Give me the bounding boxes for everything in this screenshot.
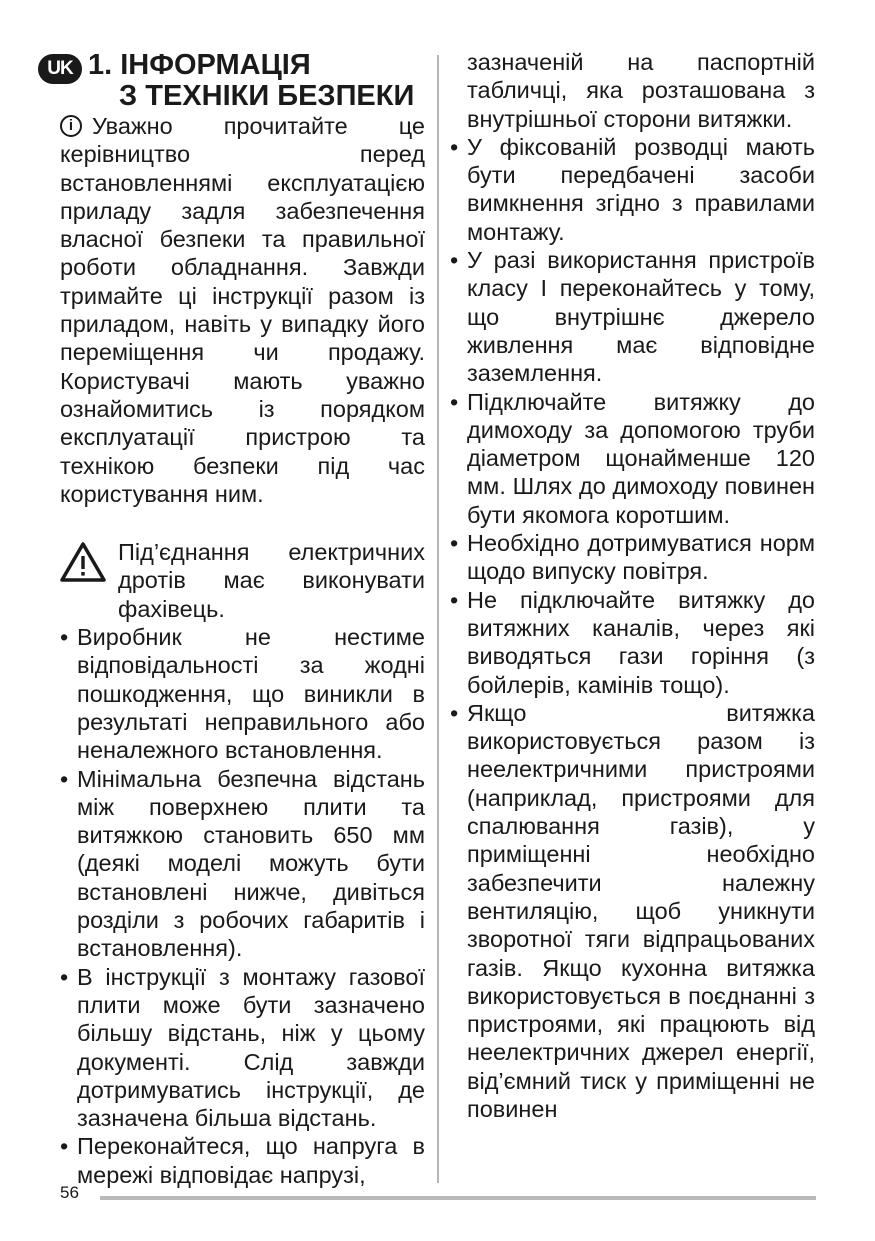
list-item xyxy=(450,388,815,529)
list-item-text: • У фіксованій розводці мають бути передбачені засоби вимкнення згідно з правилами монтажу. xyxy=(467,133,815,245)
list-item xyxy=(450,133,815,246)
list-item xyxy=(60,963,425,1133)
warning-block xyxy=(60,538,425,623)
title-line-2: З ТЕХНІКИ БЕЗПЕКИ xyxy=(119,80,415,112)
list-item xyxy=(60,1132,425,1189)
warning-text: Під’єднання електричних дротів має виконувати фахівець. xyxy=(118,539,425,622)
intro-text: Уважно прочитайте це керівництво перед встановленнямі експлуатацією приладу задля забезпечення власної безпеки та правильної роботи обладнання. Завжди тримайте ці інструкції разом із приладом, навіть у випадку його переміщення чи продажу. Користувачі мають уважно ознайомитись із порядком експлуатації пристрою та технікою безпеки під час користування ним. xyxy=(60,113,425,507)
list-item xyxy=(60,765,425,963)
list-item xyxy=(450,246,815,387)
footer-rule xyxy=(100,1196,816,1200)
left-bullet-list xyxy=(60,623,425,1189)
right-bullet-list xyxy=(450,133,815,1123)
column-divider xyxy=(437,55,439,1183)
list-item-text: • Підключайте витяжку до димоходу за допомогою труби діаметром щонайменше 120 мм. Шлях до димоходу повинен бути якомога коротшим. xyxy=(467,388,815,528)
list-item-text: • Не підключайте витяжку до витяжних каналів, через які виводяться гази горіння (з бойлерів, камінів тощо). xyxy=(467,586,815,698)
info-circle-icon: i xyxy=(60,115,82,137)
list-item xyxy=(450,586,815,699)
warning-triangle-icon xyxy=(60,542,106,582)
list-item-text: • У разі використання пристроїв класу I переконайтесь у тому, що внутрішнє джерело живлення має відповідне заземлення. xyxy=(467,247,815,387)
left-column xyxy=(60,112,425,1189)
continued-text: зазначеній на паспортній табличці, яка розташована з внутрішньої сторони витяжки. xyxy=(467,49,815,132)
list-item xyxy=(60,623,425,764)
list-item-text: • Виробник не нестиме відповідальності за жодні пошкодження, що виникли в результаті неправильного або неналежного встановлення. xyxy=(77,624,425,764)
list-item-text: • Переконайтеся, що напруга в мережі відповідає напрузі, xyxy=(77,1133,425,1188)
list-item xyxy=(450,699,815,1123)
title-line-1: 1. ІНФОРМАЦІЯ xyxy=(88,49,311,81)
list-item-text: • Мінімальна безпечна відстань між поверхнею плити та витяжкою становить 650 мм (деякі моделі можуть бути встановлені нижче, дивіться розділи з робочих габаритів і встановлення). xyxy=(77,765,425,962)
section-title xyxy=(88,50,428,112)
right-column xyxy=(450,48,815,1123)
list-item-text: • Необхідно дотримуватися норм щодо випуску повітря. xyxy=(467,530,815,585)
list-item-text: • Якщо витяжка використовується разом із неелектричними пристроями (наприклад, пристроями для спалювання газів), у приміщенні необхідно забезпечити належну вентиляцію, щоб уникнути зворотної тяги відпрацьованих газів. Якщо кухонна витяжка використовується в поєднанні з пристроями, які працюють від неелектричних джерел енергії, від’ємний тиск у приміщенні не повинен xyxy=(467,699,815,1122)
intro-block xyxy=(60,112,425,508)
page-number: 56 xyxy=(60,1183,79,1202)
list-item-text: • В інструкції з монтажу газової плити може бути зазначено більшу відстань, ніж у цьому документі. Слід завжди дотримуватись інструкції, де зазначена більша відстань. xyxy=(77,963,425,1132)
language-badge: UK xyxy=(38,54,82,84)
list-item xyxy=(450,529,815,586)
